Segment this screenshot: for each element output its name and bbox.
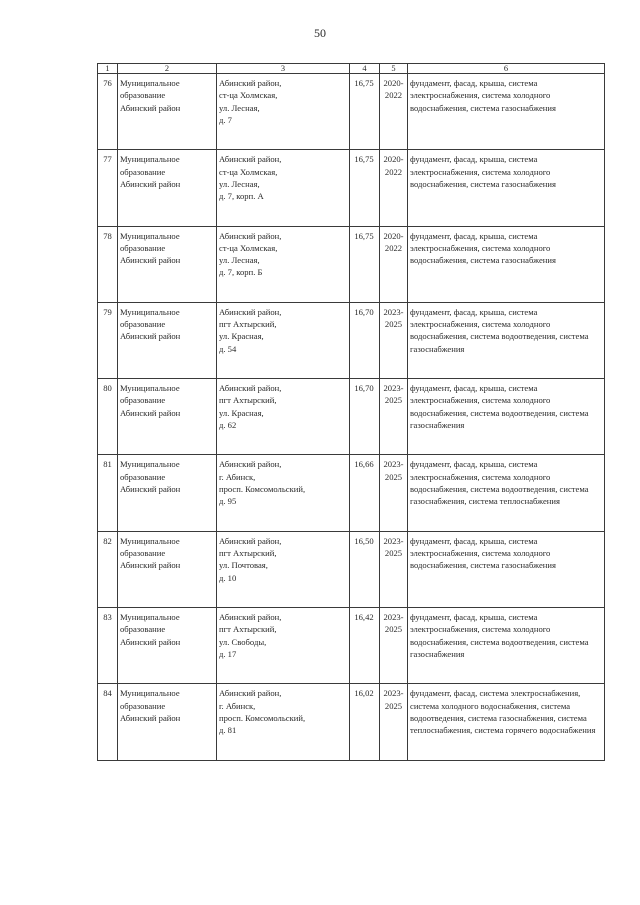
works-list: фундамент, фасад, крыша, система электроснабжения, система холодного водоснабжения, система водоотведения, система газоснабжения <box>408 608 605 684</box>
municipality-cell <box>118 684 217 760</box>
municipality-line: образование <box>120 90 166 101</box>
address-line: Абинский район, <box>219 154 282 165</box>
municipality-line: Муниципальное <box>120 154 180 165</box>
address-line: пгт Ахтырский, <box>219 624 277 635</box>
column-header: 6 <box>408 64 605 74</box>
address-line: ул. Лесная, <box>219 255 260 266</box>
address-cell <box>217 531 350 607</box>
address-line: ул. Почтовая, <box>219 560 268 571</box>
address-line: д. 7 <box>219 114 232 125</box>
address-line: ул. Свободы, <box>219 636 267 647</box>
table-row <box>98 455 605 531</box>
municipality-cell <box>118 379 217 455</box>
area-value: 16,75 <box>350 226 380 302</box>
table-row <box>98 150 605 226</box>
address-line: ст-ца Холмская, <box>219 90 278 101</box>
row-number: 80 <box>98 379 118 455</box>
area-value: 16,70 <box>350 302 380 378</box>
period-line: 2020- <box>383 78 404 88</box>
address-cell <box>217 150 350 226</box>
period-line: 2023- <box>383 383 404 394</box>
area-value: 16,42 <box>350 608 380 684</box>
address-cell <box>217 608 350 684</box>
address-line: д. 7, корп. А <box>219 191 264 202</box>
period-line: 2022 <box>384 90 403 101</box>
period-cell <box>380 302 408 378</box>
address-line: Абинский район, <box>219 535 282 546</box>
period-line: 2025 <box>384 319 403 330</box>
period-cell <box>380 379 408 455</box>
table-row <box>98 226 605 302</box>
page-number: 50 <box>314 26 326 40</box>
municipality-cell <box>118 531 217 607</box>
address-line: Абинский район, <box>219 230 282 241</box>
table-row <box>98 684 605 760</box>
municipality-line: Муниципальное <box>120 459 180 470</box>
municipality-line: Муниципальное <box>120 78 180 88</box>
period-line: 2025 <box>384 548 403 559</box>
address-line: Абинский район, <box>219 612 282 623</box>
municipality-line: Абинский район <box>120 102 181 113</box>
municipality-line: образование <box>120 166 166 177</box>
address-line: пгт Ахтырский, <box>219 319 277 330</box>
period-cell <box>380 74 408 150</box>
column-header: 2 <box>118 64 217 74</box>
column-header: 1 <box>98 64 118 74</box>
address-line: ст-ца Холмская, <box>219 242 278 253</box>
housing-registry-table <box>97 63 605 761</box>
works-list: фундамент, фасад, система электроснабжения, система холодного водоснабжения, система водоотведения, система газоснабжения, система теплоснабжения, система горячего водоснабжения <box>408 684 605 760</box>
period-cell <box>380 684 408 760</box>
period-cell <box>380 455 408 531</box>
municipality-line: Абинский район <box>120 636 181 647</box>
period-line: 2022 <box>384 166 403 177</box>
area-value: 16,02 <box>350 684 380 760</box>
period-line: 2025 <box>384 624 403 635</box>
row-number: 77 <box>98 150 118 226</box>
address-line: д. 17 <box>219 648 237 659</box>
table-row <box>98 379 605 455</box>
address-line: ул. Красная, <box>219 407 264 418</box>
column-number-row <box>98 64 605 74</box>
municipality-line: Абинский район <box>120 484 181 495</box>
works-list: фундамент, фасад, крыша, система электроснабжения, система холодного водоснабжения, система газоснабжения <box>408 150 605 226</box>
address-cell <box>217 302 350 378</box>
table-row <box>98 608 605 684</box>
address-line: д. 62 <box>219 420 237 431</box>
municipality-line: Муниципальное <box>120 612 180 623</box>
address-line: г. Абинск, <box>219 471 256 482</box>
address-line: д. 10 <box>219 572 237 583</box>
table-row <box>98 74 605 150</box>
row-number: 79 <box>98 302 118 378</box>
municipality-line: Абинский район <box>120 407 181 418</box>
works-list: фундамент, фасад, крыша, система электроснабжения, система холодного водоснабжения, система газоснабжения <box>408 531 605 607</box>
area-value: 16,66 <box>350 455 380 531</box>
address-line: ул. Лесная, <box>219 178 260 189</box>
municipality-cell <box>118 608 217 684</box>
period-cell <box>380 531 408 607</box>
period-cell <box>380 226 408 302</box>
period-line: 2025 <box>384 471 403 482</box>
municipality-line: образование <box>120 548 166 559</box>
address-cell <box>217 226 350 302</box>
municipality-line: образование <box>120 624 166 635</box>
period-line: 2023- <box>383 688 404 699</box>
column-header: 5 <box>380 64 408 74</box>
address-line: Абинский район, <box>219 459 282 470</box>
column-header: 4 <box>350 64 380 74</box>
address-line: просп. Комсомольский, <box>219 484 306 495</box>
area-value: 16,75 <box>350 74 380 150</box>
address-line: г. Абинск, <box>219 700 256 711</box>
period-cell <box>380 150 408 226</box>
row-number: 83 <box>98 608 118 684</box>
address-cell <box>217 455 350 531</box>
works-list: фундамент, фасад, крыша, система электроснабжения, система холодного водоснабжения, система водоотведения, система газоснабжения <box>408 379 605 455</box>
works-list: фундамент, фасад, крыша, система электроснабжения, система холодного водоснабжения, система водоотведения, система газоснабжения <box>408 302 605 378</box>
works-list: фундамент, фасад, крыша, система электроснабжения, система холодного водоснабжения, система водоотведения, система газоснабжения, система теплоснабжения <box>408 455 605 531</box>
period-line: 2023- <box>383 535 404 546</box>
municipality-line: Абинский район <box>120 331 181 342</box>
area-value: 16,70 <box>350 379 380 455</box>
municipality-line: Абинский район <box>120 178 181 189</box>
row-number: 78 <box>98 226 118 302</box>
address-cell <box>217 74 350 150</box>
row-number: 76 <box>98 74 118 150</box>
period-line: 2025 <box>384 395 403 406</box>
municipality-cell <box>118 226 217 302</box>
address-line: ул. Красная, <box>219 331 264 342</box>
area-value: 16,50 <box>350 531 380 607</box>
municipality-line: Муниципальное <box>120 306 180 317</box>
area-value: 16,75 <box>350 150 380 226</box>
row-number: 82 <box>98 531 118 607</box>
works-list: фундамент, фасад, крыша, система электроснабжения, система холодного водоснабжения, система газоснабжения <box>408 226 605 302</box>
municipality-cell <box>118 74 217 150</box>
address-line: пгт Ахтырский, <box>219 548 277 559</box>
municipality-line: Абинский район <box>120 560 181 571</box>
period-line: 2023- <box>383 612 404 623</box>
municipality-line: Муниципальное <box>120 230 180 241</box>
period-line: 2020- <box>383 230 404 241</box>
municipality-line: образование <box>120 471 166 482</box>
address-line: ст-ца Холмская, <box>219 166 278 177</box>
period-line: 2025 <box>384 700 403 711</box>
period-line: 2023- <box>383 306 404 317</box>
works-list: фундамент, фасад, крыша, система электроснабжения, система холодного водоснабжения, система газоснабжения <box>408 74 605 150</box>
period-cell <box>380 608 408 684</box>
municipality-cell <box>118 302 217 378</box>
address-line: Абинский район, <box>219 306 282 317</box>
table-row <box>98 531 605 607</box>
table-row <box>98 302 605 378</box>
period-line: 2020- <box>383 154 404 165</box>
municipality-line: образование <box>120 395 166 406</box>
municipality-cell <box>118 455 217 531</box>
municipality-line: образование <box>120 242 166 253</box>
municipality-line: образование <box>120 319 166 330</box>
address-line: д. 95 <box>219 496 237 507</box>
municipality-line: Абинский район <box>120 255 181 266</box>
period-line: 2022 <box>384 242 403 253</box>
period-line: 2023- <box>383 459 404 470</box>
municipality-line: образование <box>120 700 166 711</box>
address-line: Абинский район, <box>219 688 282 699</box>
row-number: 84 <box>98 684 118 760</box>
municipality-cell <box>118 150 217 226</box>
address-line: Абинский район, <box>219 78 282 88</box>
address-line: д. 7, корп. Б <box>219 267 263 278</box>
municipality-line: Абинский район <box>120 712 181 723</box>
municipality-line: Муниципальное <box>120 383 180 394</box>
municipality-line: Муниципальное <box>120 535 180 546</box>
address-line: просп. Комсомольский, <box>219 712 306 723</box>
address-line: пгт Ахтырский, <box>219 395 277 406</box>
address-line: Абинский район, <box>219 383 282 394</box>
address-line: ул. Лесная, <box>219 102 260 113</box>
address-cell <box>217 379 350 455</box>
municipality-line: Муниципальное <box>120 688 180 699</box>
address-line: д. 54 <box>219 343 237 354</box>
column-header: 3 <box>217 64 350 74</box>
address-line: д. 81 <box>219 725 237 736</box>
address-cell <box>217 684 350 760</box>
row-number: 81 <box>98 455 118 531</box>
